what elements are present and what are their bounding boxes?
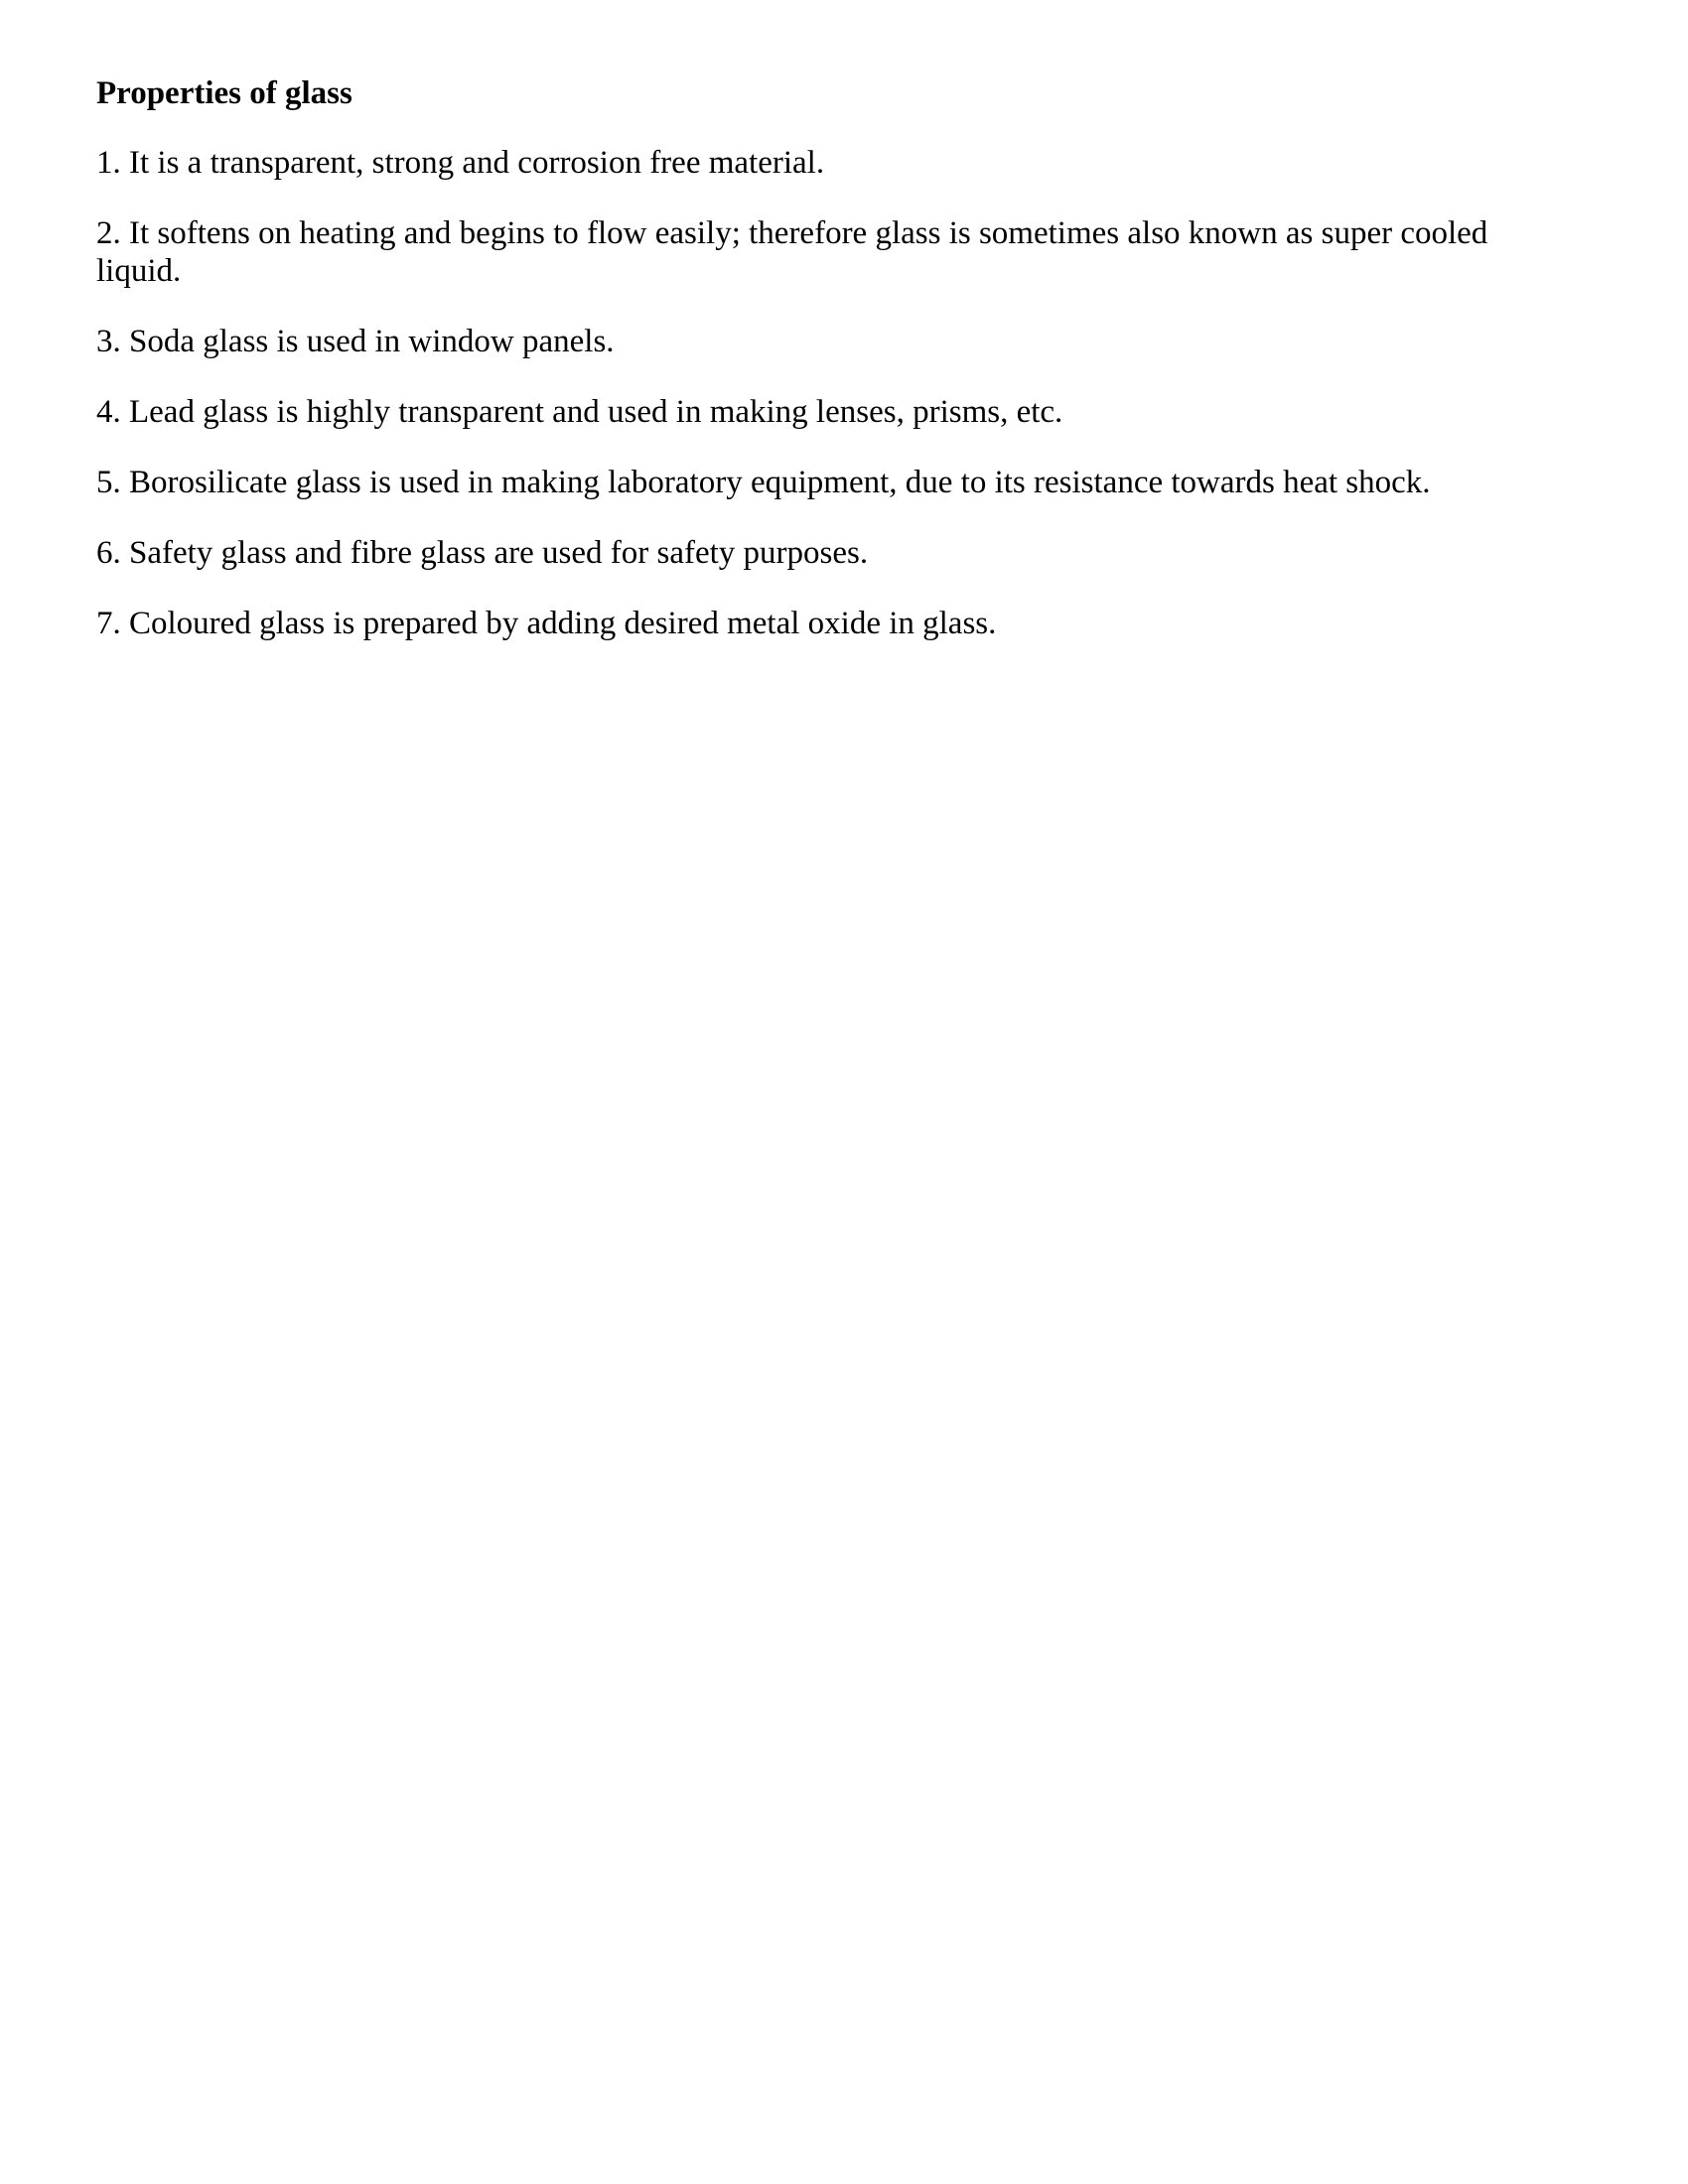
section-heading: Properties of glass <box>96 75 352 111</box>
document-body <box>96 73 1566 675</box>
list-item-6: 6. Safety glass and fibre glass are used for safety purposes. <box>96 535 869 571</box>
list-item-5: 5. Borosilicate glass is used in making laboratory equipment, due to its resistance towards heat shock. <box>96 465 1431 500</box>
list-item-2: 2. It softens on heating and begins to flow easily; therefore glass is sometimes also known as super cooled liquid. <box>96 215 1488 289</box>
list-item-4: 4. Lead glass is highly transparent and used in making lenses, prisms, etc. <box>96 394 1063 430</box>
list-item-7: 7. Coloured glass is prepared by adding desired metal oxide in glass. <box>96 606 997 641</box>
list-item-1: 1. It is a transparent, strong and corrosion free material. <box>96 145 825 181</box>
list-item-3: 3. Soda glass is used in window panels. <box>96 324 615 359</box>
